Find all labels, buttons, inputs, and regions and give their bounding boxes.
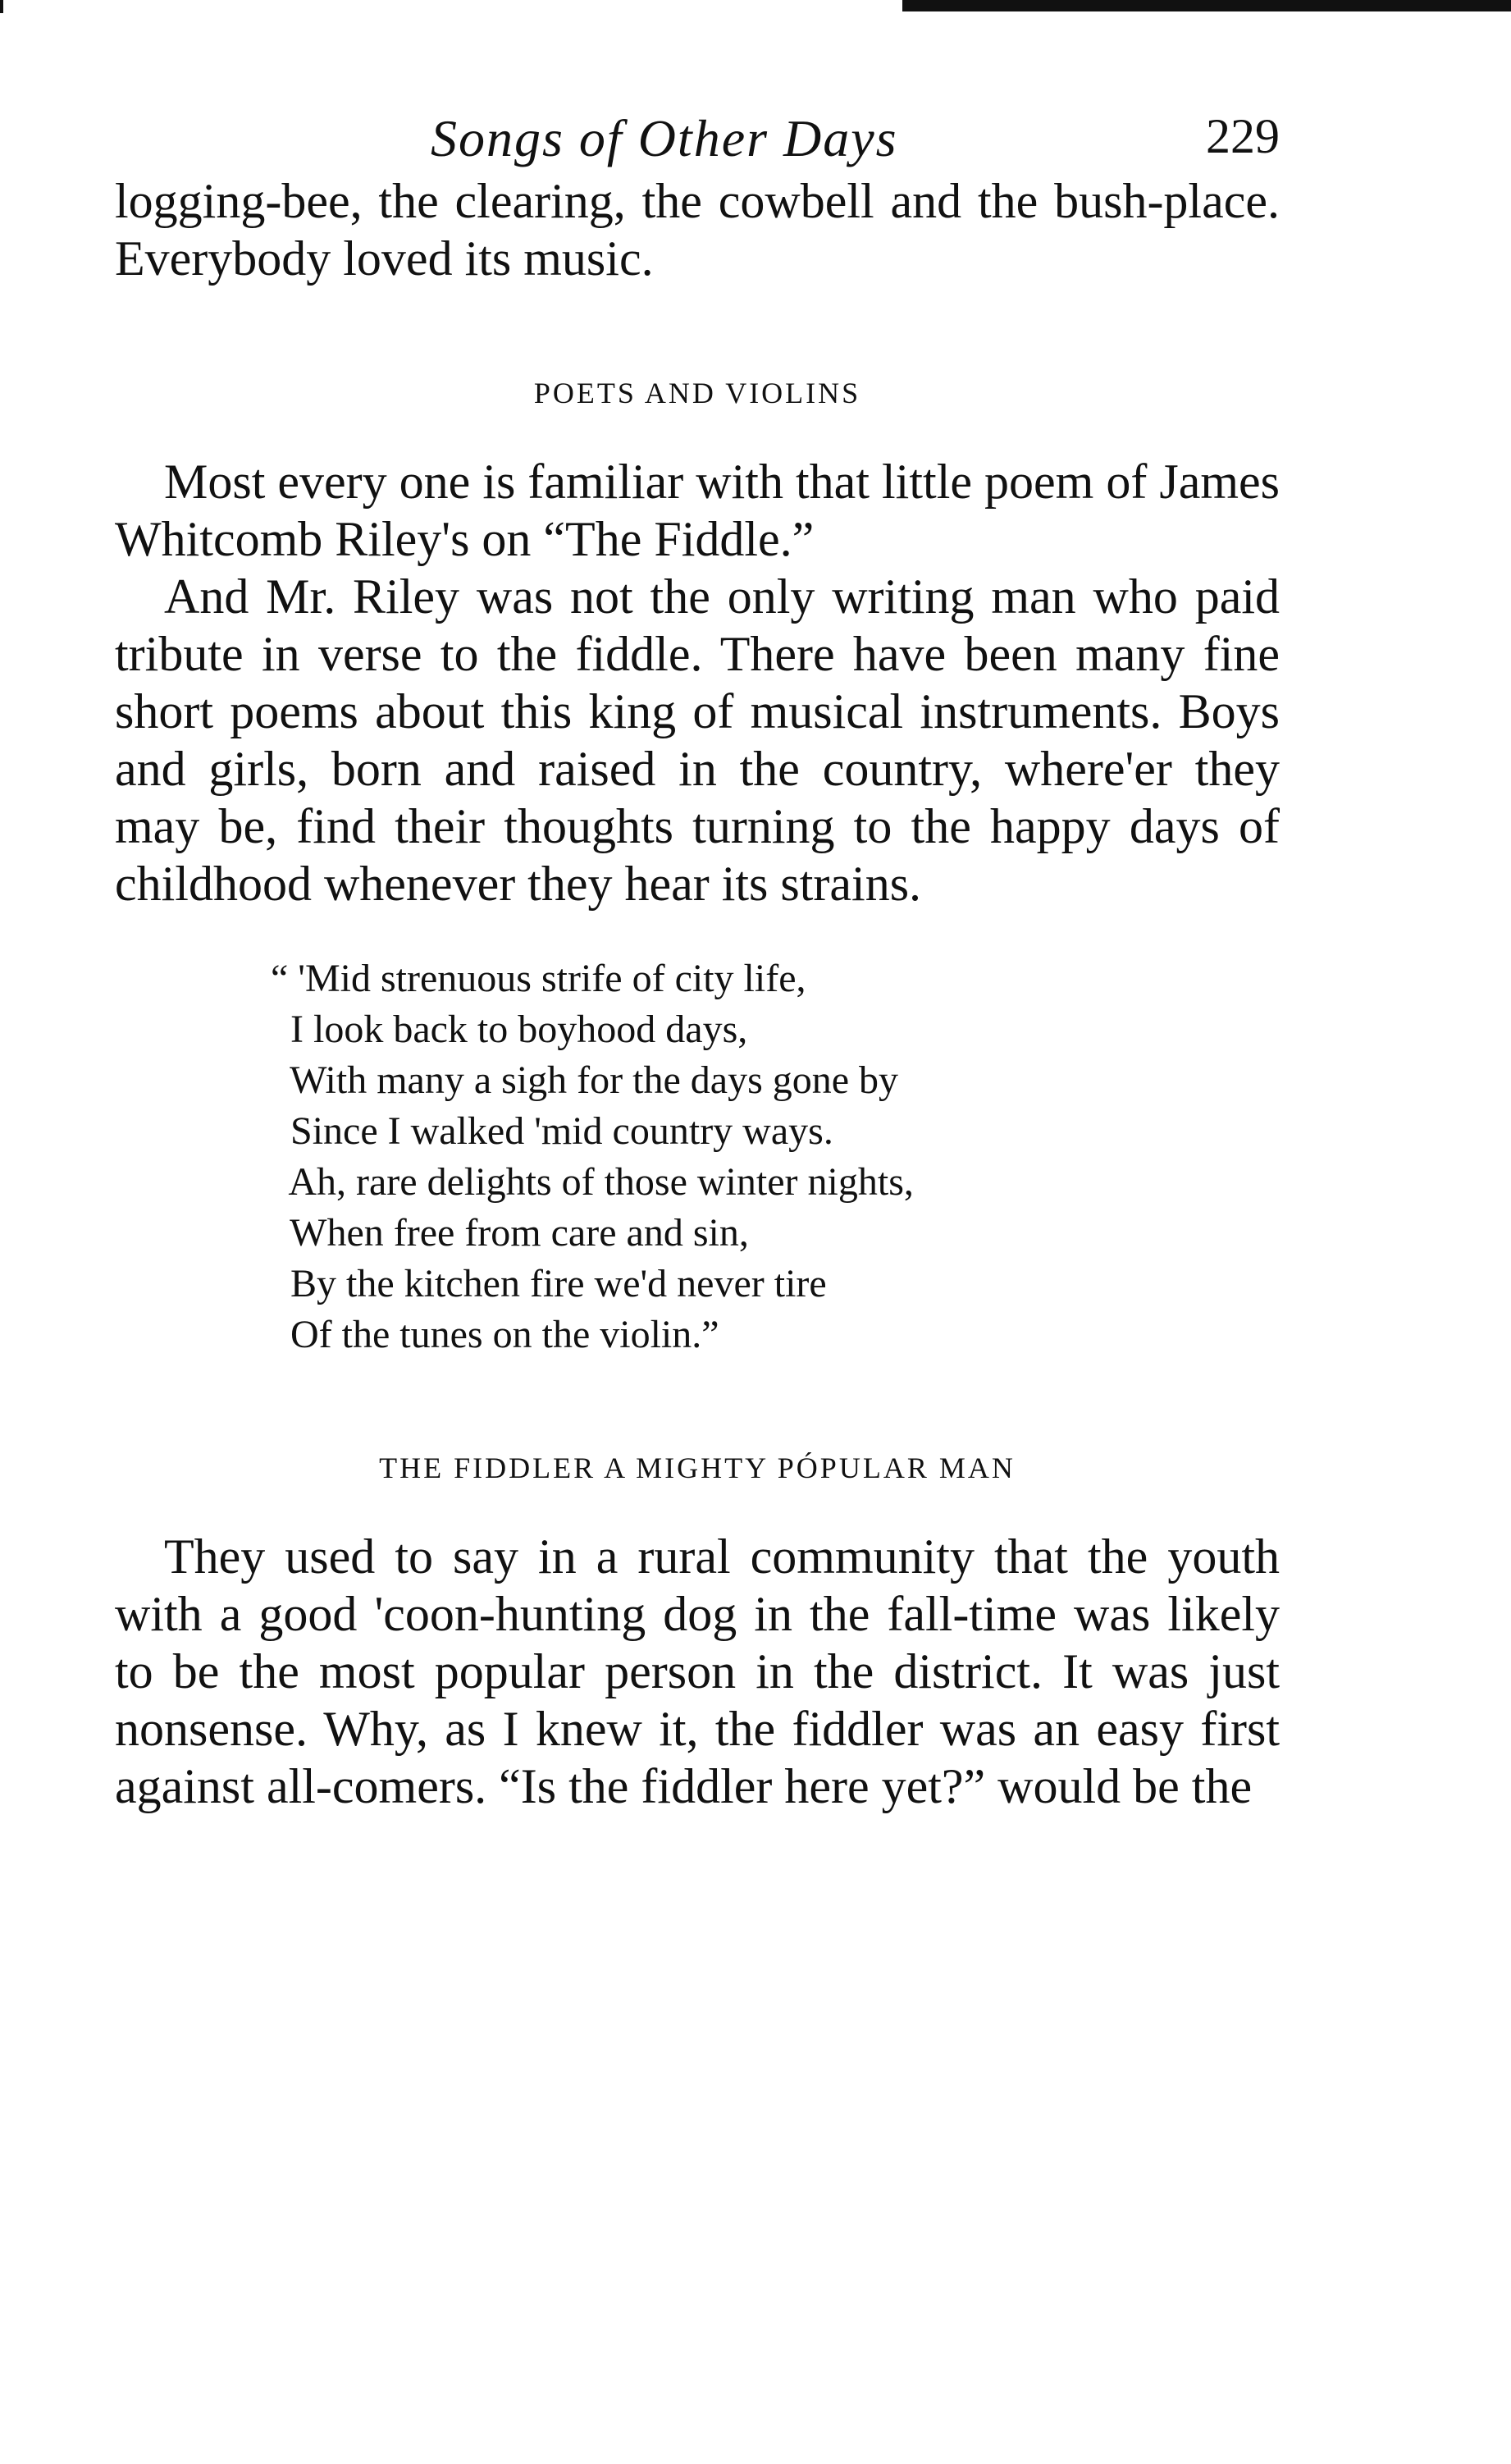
top-left-mark — [0, 0, 3, 13]
top-edge-rule — [902, 0, 1511, 11]
paragraph-riley-poem: Most every one is familiar with that little poem of James Whitcomb Riley's on “The Fiddle.” — [115, 455, 1280, 566]
verse-block — [115, 953, 1280, 1360]
section-heading-poets-and-violins: POETS AND VIOLINS — [533, 377, 861, 409]
verse-line: “ 'Mid strenuous strife of city life, — [271, 957, 806, 1000]
paragraph-fiddle-tribute: And Mr. Riley was not the only writing man who paid tribute in verse to the fiddle. There have been many fine short poems about this king of musical instruments. Boys and girls, born and raised in the country, where'er they may be, find their thoughts turning to the happy days of childhood whenever they hear its strains. — [115, 569, 1280, 911]
verse-line: Of the tunes on the violin.” — [271, 1313, 719, 1356]
running-title: Songs of Other Days — [431, 109, 898, 167]
verse-line: Since I walked 'mid country ways. — [271, 1109, 833, 1153]
verse-line: With many a sigh for the days gone by — [271, 1058, 899, 1102]
section-heading-fiddler: THE FIDDLER A MIGHTY PÓPULAR MAN — [379, 1451, 1016, 1484]
paragraph-fiddler-popular: They used to say in a rural community that the youth with a good 'coon-hunting dog in the fall-time was likely to be the most popular person in the district. It was just nonsense. Why, as I knew it, the fiddler was an easy first against all-comers. “Is the fiddler here yet?” would be the — [115, 1529, 1280, 1813]
running-head — [115, 90, 1280, 181]
verse-line: By the kitchen fire we'd never tire — [271, 1262, 827, 1305]
page-number: 229 — [1206, 109, 1280, 163]
carryover-paragraph: logging-bee, the clearing, the cowbell and the bush-place. Everybody loved its music. — [115, 174, 1280, 286]
book-page — [115, 90, 1280, 1815]
verse-line: When free from care and sin, — [271, 1211, 749, 1255]
verse-line: I look back to boyhood days, — [271, 1008, 748, 1051]
verse-line: Ah, rare delights of those winter nights, — [271, 1160, 914, 1204]
